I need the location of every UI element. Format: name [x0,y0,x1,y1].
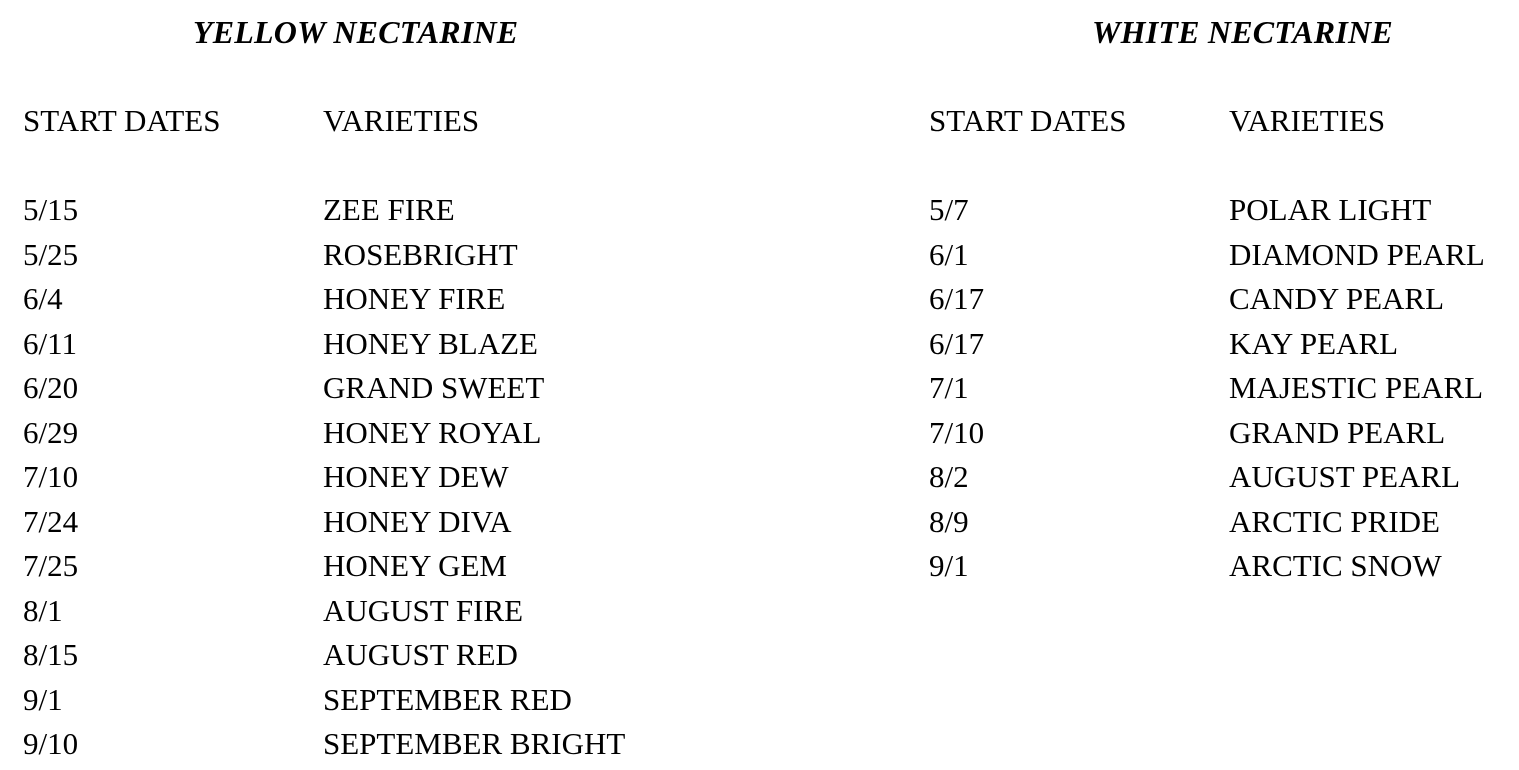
start-date: 8/9 [929,503,969,539]
start-date: 8/1 [23,592,63,628]
start-date: 6/29 [23,414,79,450]
start-date: 7/10 [23,459,79,494]
start-date: 6/11 [23,325,77,361]
start-date: 6/17 [929,281,985,316]
start-date: 6/4 [23,281,63,316]
variety-name: HONEY GEM [323,548,507,583]
variety-name: AUGUST FIRE [323,592,524,628]
variety-name: DIAMOND PEARL [1229,236,1485,272]
variety-name: ARCTIC SNOW [1229,548,1442,583]
variety-name: AUGUST PEARL [1229,459,1461,494]
start-date: 6/17 [929,325,985,361]
white-varieties-header: VARIETIES [1229,103,1386,138]
start-date: 9/1 [23,681,63,717]
yellow-nectarine-title: YELLOW NECTARINE [193,14,519,50]
variety-name: CANDY PEARL [1229,281,1445,316]
start-date: 6/1 [929,236,969,272]
start-date: 5/15 [23,192,79,227]
white-start-dates-header: START DATES [929,103,1127,138]
start-date: 7/1 [929,370,969,405]
start-date: 6/20 [23,370,79,405]
variety-name: AUGUST RED [323,637,518,672]
variety-name: HONEY ROYAL [323,414,542,450]
variety-name: HONEY FIRE [323,281,506,316]
yellow-start-dates-header: START DATES [23,103,221,138]
variety-name: ROSEBRIGHT [323,236,518,272]
white-nectarine-title: WHITE NECTARINE [1092,14,1393,50]
white-nectarine-section [906,0,1519,770]
yellow-varieties-header: VARIETIES [323,103,480,138]
start-date: 7/25 [23,548,79,583]
variety-name: ZEE FIRE [323,192,455,227]
variety-name: HONEY DIVA [323,503,512,539]
variety-name: KAY PEARL [1229,325,1399,361]
start-date: 5/25 [23,236,79,272]
start-date: 7/24 [23,503,79,539]
variety-name: ARCTIC PRIDE [1229,503,1440,539]
variety-name: POLAR LIGHT [1229,192,1432,227]
start-date: 9/1 [929,548,969,583]
variety-name: SEPTEMBER BRIGHT [323,726,626,761]
start-date: 9/10 [23,726,79,761]
start-date: 5/7 [929,192,969,227]
variety-name: SEPTEMBER RED [323,681,572,717]
variety-name: GRAND PEARL [1229,414,1446,450]
start-date: 7/10 [929,414,985,450]
variety-name: MAJESTIC PEARL [1229,370,1484,405]
start-date: 8/2 [929,459,969,494]
variety-name: GRAND SWEET [323,370,545,405]
variety-name: HONEY DEW [323,459,509,494]
variety-name: HONEY BLAZE [323,325,538,361]
start-date: 8/15 [23,637,79,672]
